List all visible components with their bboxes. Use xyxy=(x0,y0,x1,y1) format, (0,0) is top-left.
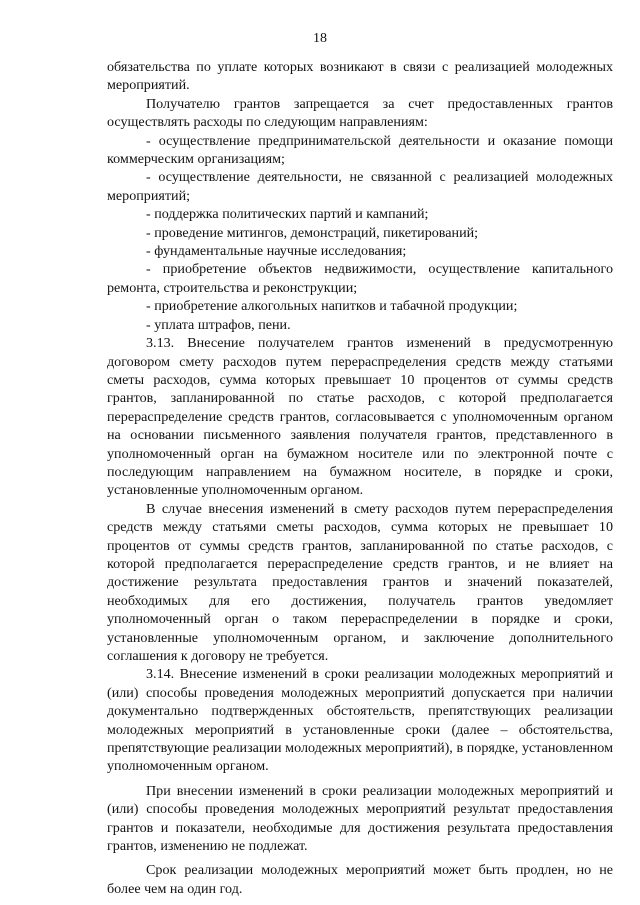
list-item: - поддержка политических партий и кампаний; xyxy=(146,206,429,223)
document-body xyxy=(107,58,613,898)
list-item: - осуществление предпринимательской деятельности и оказание помощи коммерческим организациям; xyxy=(107,132,613,168)
list-item: - уплата штрафов, пени. xyxy=(146,316,291,333)
list-item: - приобретение алкогольных напитков и табачной продукции; xyxy=(146,298,518,315)
list-item: - осуществление деятельности, не связанной с реализацией молодежных мероприятий; xyxy=(107,169,613,204)
paragraph: Получателю грантов запрещается за счет предоставленных грантов осуществлять расходы по следующим направлениям: xyxy=(107,95,613,131)
list-item: - проведение митингов, демонстраций, пикетирований; xyxy=(146,224,479,241)
page-number: 18 xyxy=(313,31,327,46)
list-item: - фундаментальные научные исследования; xyxy=(146,243,407,260)
paragraph-3-14: 3.14. Внесение изменений в сроки реализации молодежных мероприятий и (или) способы проведения молодежных мероприятий допускается при наличии документально подтвержденных обстоятельств, препятствующих реализации молодежных мероприятий в установленные сроки (далее – обстоятельства, препятствующие реализации молодежных мероприятий), в порядке, установленном уполномоченным органом. xyxy=(107,666,613,775)
paragraph: В случае внесения изменений в смету расходов путем перераспределения средств между статьями сметы расходов, сумма которых не превышает 10 процентов от суммы средств грантов, запланированной по статье расходов, с которой предполагается перераспределение средств грантов, и не влияет на достижение результата предоставления грантов и значений показателей, необходимых для его достижения, получатель грантов уведомляет уполномоченный орган о таком перераспределении в порядке и сроки, установленные уполномоченным органом, и заключение дополнительного соглашения к договору не требуется. xyxy=(107,500,613,664)
paragraph: обязательства по уплате которых возникают в связи с реализацией молодежных мероприятий. xyxy=(107,59,613,94)
list-item: - приобретение объектов недвижимости, осуществление капитального ремонта, строительства и реконструкции; xyxy=(107,261,613,296)
paragraph-3-13: 3.13. Внесение получателем грантов изменений в предусмотренную договором смету расходов путем перераспределения средств между статьями сметы расходов, сумма которых превышает 10 процентов от суммы средств грантов, запланированной по статье расходов, с которой предполагается перераспределение средств грантов, согласовывается с уполномоченным органом на основании письменного заявления получателя грантов, представленного в уполномоченный орган на бумажном носителе или по электронной почте с последующим направлением на бумажном носителе, в порядке и сроки, установленные уполномоченным органом. xyxy=(107,335,613,499)
paragraph: При внесении изменений в сроки реализации молодежных мероприятий и (или) способы проведения молодежных мероприятий результат предоставления грантов и показатели, необходимые для достижения результата предоставления грантов, изменению не подлежат. xyxy=(107,782,613,855)
paragraph: Срок реализации молодежных мероприятий может быть продлен, но не более чем на один год. xyxy=(107,862,613,897)
